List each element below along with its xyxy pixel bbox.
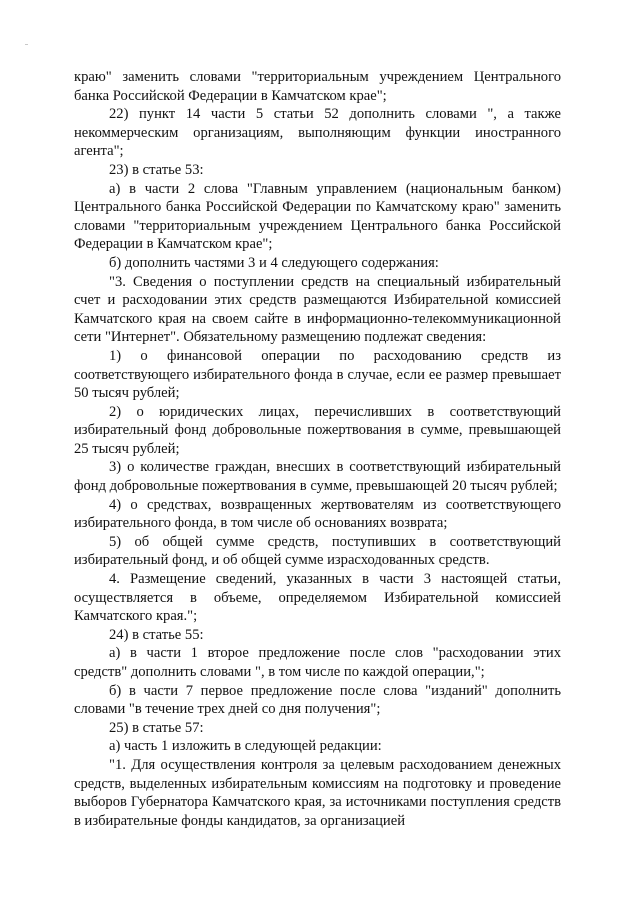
paragraph-new-part-1: "1. Для осуществления контроля за целевым расходованием денежных средств, выделенных избирательным комиссиям на подготовку и проведение выборов Губернатора Камчатского края, за источниками поступления средств в избирательные фонды кандидатов, за организацией (74, 756, 561, 829)
paragraph-part-3-item-1: 1) о финансовой операции по расходованию средств из соответствующего избирательного фонда в случае, если ее размер превышает 50 тысяч рублей; (74, 347, 561, 402)
paragraph-25a: а) часть 1 изложить в следующей редакции: (109, 738, 382, 755)
paragraph-part-4: 4. Размещение сведений, указанных в части 3 настоящей статьи, осуществляется в объеме, определяемом Избирательной комиссией Камчатского края."; (74, 571, 561, 625)
paragraph-item-22: 22) пункт 14 части 5 статьи 52 дополнить словами ", а также некоммерческим организациям, выполняющим функции иностранного агента"; (74, 106, 561, 160)
paragraph-part-3-item-2: 2) о юридических лицах, перечисливших в соответствующий избирательный фонд добровольные пожертвования в сумме, превышающей 25 тысяч рублей; (74, 403, 561, 457)
paragraph-part-3-item-3: 3) о количестве граждан, внесших в соответствующий избирательный фонд добровольные пожертвования в сумме, превышающей 20 тысяч рублей; (74, 459, 561, 495)
paragraph-part-3: "3. Сведения о поступлении средств на специальный избирательный счет и расходовании этих средств размещаются Избирательной комиссией Камчатского края на своем сайте в информационно-телекоммуникационной сети "Интернет". Обязательному размещению подлежат сведения: (74, 273, 561, 346)
paragraph-item-24: 24) в статье 55: (109, 626, 204, 643)
paragraph-item-23: 23) в статье 53: (109, 161, 204, 178)
paragraph-23b: б) дополнить частями 3 и 4 следующего содержания: (109, 254, 439, 271)
paragraph-item-25: 25) в статье 57: (109, 719, 204, 736)
paragraph-part-3-item-4: 4) о средствах, возвращенных жертвователям из соответствующего избирательного фонда, в том числе об основаниях возврата; (74, 496, 561, 532)
paragraph-23a: а) в части 2 слова "Главным управлением (национальным банком) Центрального банка Российской Федерации по Камчатскому краю" заменить словами "территориальным учреждением Центрального банка Российской Федерации в Камчатском крае"; (74, 180, 561, 253)
paragraph-part-3-item-5: 5) об общей сумме средств, поступивших в соответствующий избирательный фонд, и об общей сумме израсходованных средств. (74, 533, 561, 569)
paragraph-24a: а) в части 1 второе предложение после слов "расходовании этих средств" дополнить словами ", в том числе по каждой операции,"; (74, 645, 561, 680)
paragraph-continuation: краю" заменить словами "территориальным учреждением Центрального банка Российской Федерации в Камчатском крае"; (74, 69, 561, 104)
paragraph-24b: б) в части 7 первое предложение после слова "изданий" дополнить словами "в течение трех дней со дня получения"; (74, 682, 561, 718)
document-body (74, 68, 561, 830)
scan-mark (25, 44, 28, 45)
